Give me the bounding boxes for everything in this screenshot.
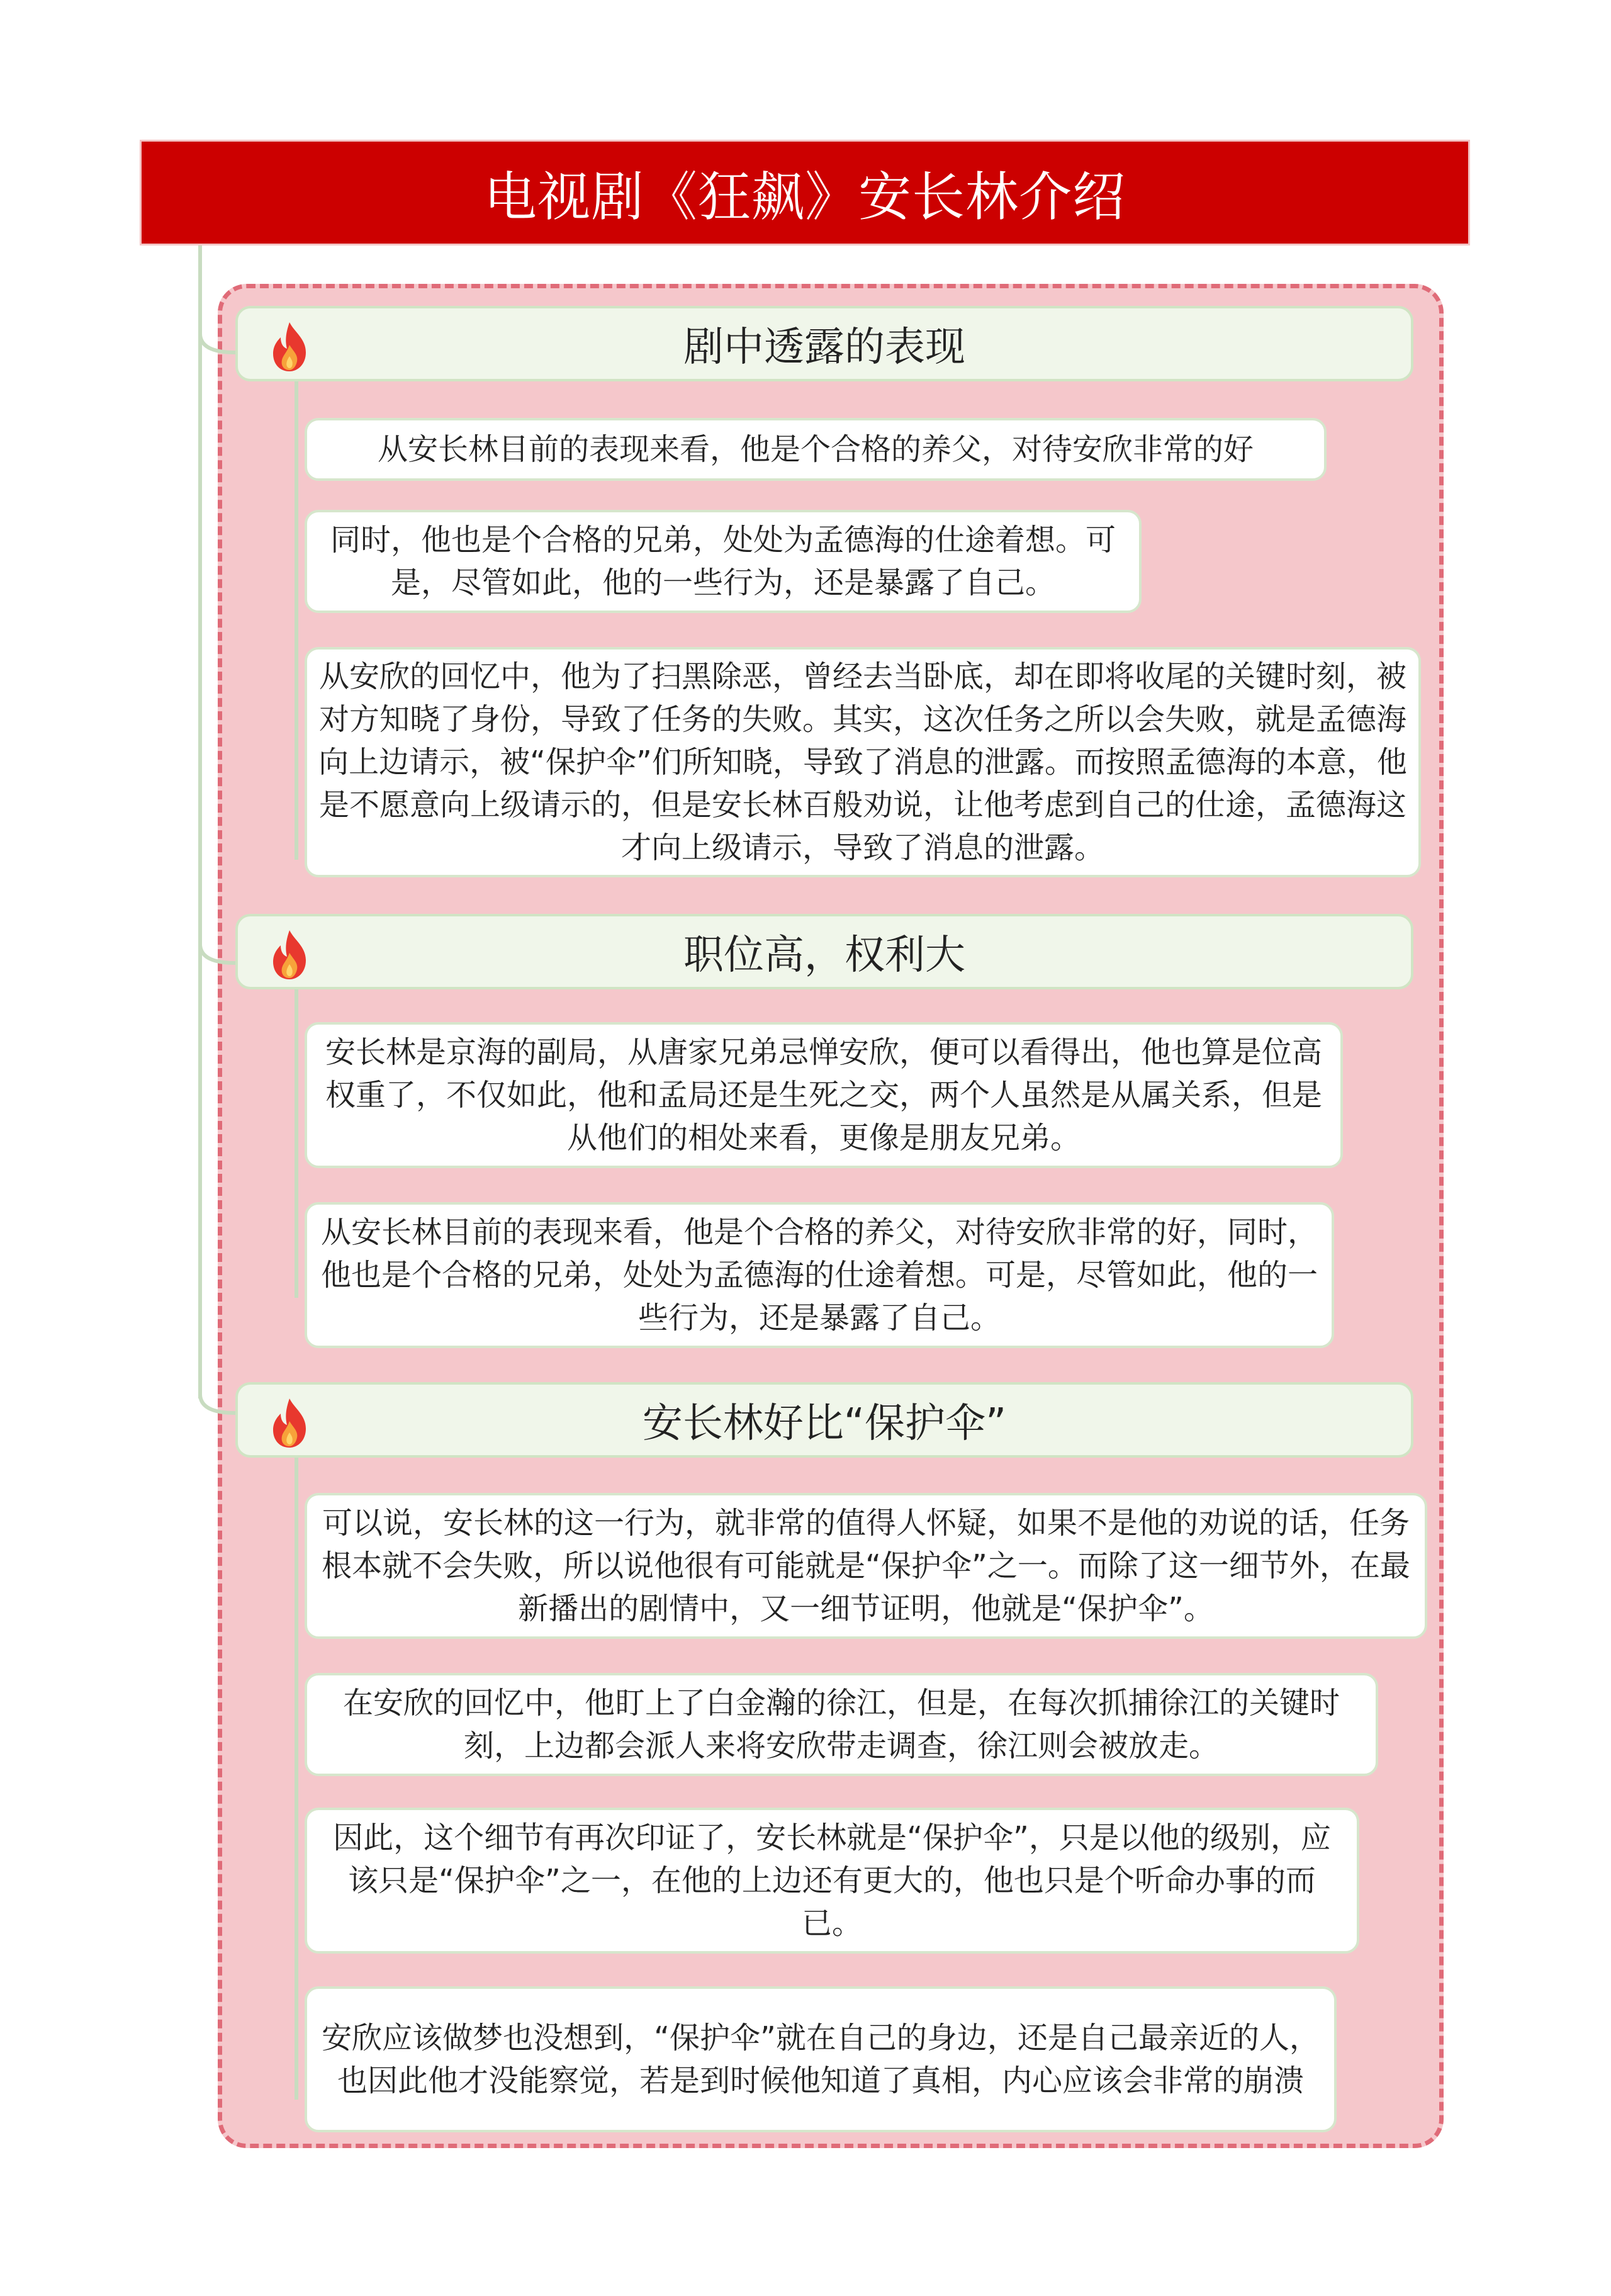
flame-icon [266,1396,313,1449]
leaf-node[interactable] [305,1673,1378,1776]
title-bar [140,140,1470,245]
section-header-2[interactable] [235,914,1413,989]
leaf-node[interactable] [305,1493,1427,1639]
leaf-text: 安欣应该做梦也没想到，“保护伞”就在自己的身边，还是自己最亲近的人，也因此他才没能察觉，若是到时候他知道了真相，内心应该会非常的崩溃 [322,2020,1320,2098]
leaf-text: 从安长林目前的表现来看，他是个合格的养父，对待安欣非常的好，同时，他也是个合格的兄弟，处处为孟德海的仕途着想。可是，尽管如此，他的一些行为，还是暴露了自己。 [320,1215,1318,1336]
leaf-text: 可以说，安长林的这一行为，就非常的值得人怀疑，如果不是他的劝说的话，任务根本就不会失败，所以说他很有可能就是“保护伞”之一。而除了这一细节外，在最新播出的剧情中，又一细节证明，他就是“保护伞”。 [322,1505,1410,1626]
section-2-connector [295,989,298,1298]
section-header-1[interactable] [235,306,1413,381]
leaf-text: 从安欣的回忆中，他为了扫黑除恶，曾经去当卧底，却在即将收尾的关键时刻，被对方知晓了身份，导致了任务的失败。其实，这次任务之所以会失败，就是孟德海向上边请示，被“保护伞”们所知晓，导致了消息的泄露。而按照孟德海的本意，他是不愿意向上级请示的，但是安长林百般劝说，让他考虑到自己的仕途，孟德海这才向上级请示，导致了消息的泄露。 [318,659,1407,865]
map-title: 电视剧《狂飙》安长林介绍 [483,166,1126,228]
leaf-node[interactable] [305,1022,1343,1168]
section-header-3[interactable] [235,1382,1413,1458]
section-1-connector [295,381,298,860]
section-branches [189,277,252,1422]
leaf-text: 安长林是京海的副局，从唐家兄弟忌惮安欣，便可以看得出，他也算是位高权重了，不仅如此，他和孟局还是生死之交，两个人虽然是从属关系，但是从他们的相处来看，更像是朋友兄弟。 [325,1035,1322,1156]
leaf-node[interactable] [305,1808,1359,1954]
flame-icon [266,928,313,981]
leaf-node[interactable] [305,1202,1334,1348]
section-3-connector [295,1458,298,2100]
leaf-node[interactable] [305,510,1142,613]
leaf-text: 同时，他也是个合格的兄弟，处处为孟德海的仕途着想。可是，尽管如此，他的一些行为，还是暴露了自己。 [330,522,1116,600]
leaf-text: 在安欣的回忆中，他盯上了白金瀚的徐江，但是，在每次抓捕徐江的关键时刻，上边都会派人来将安欣带走调查，徐江则会被放走。 [342,1685,1340,1764]
flame-icon [266,320,313,373]
leaf-node[interactable] [305,647,1421,877]
section-title: 剧中透露的表现 [683,324,965,371]
leaf-node[interactable] [305,418,1327,481]
leaf-text: 从安长林目前的表现来看，他是个合格的养父，对待安欣非常的好 [377,432,1254,467]
leaf-node[interactable] [305,1986,1337,2132]
leaf-text: 因此，这个细节有再次印证了，安长林就是“保护伞”，只是以他的级别，应该只是“保护伞”之一，在他的上边还有更大的，他也只是个听命办事的而已。 [333,1820,1331,1941]
section-title: 职位高，权利大 [683,932,965,979]
section-title: 安长林好比“保护伞” [642,1400,1007,1447]
